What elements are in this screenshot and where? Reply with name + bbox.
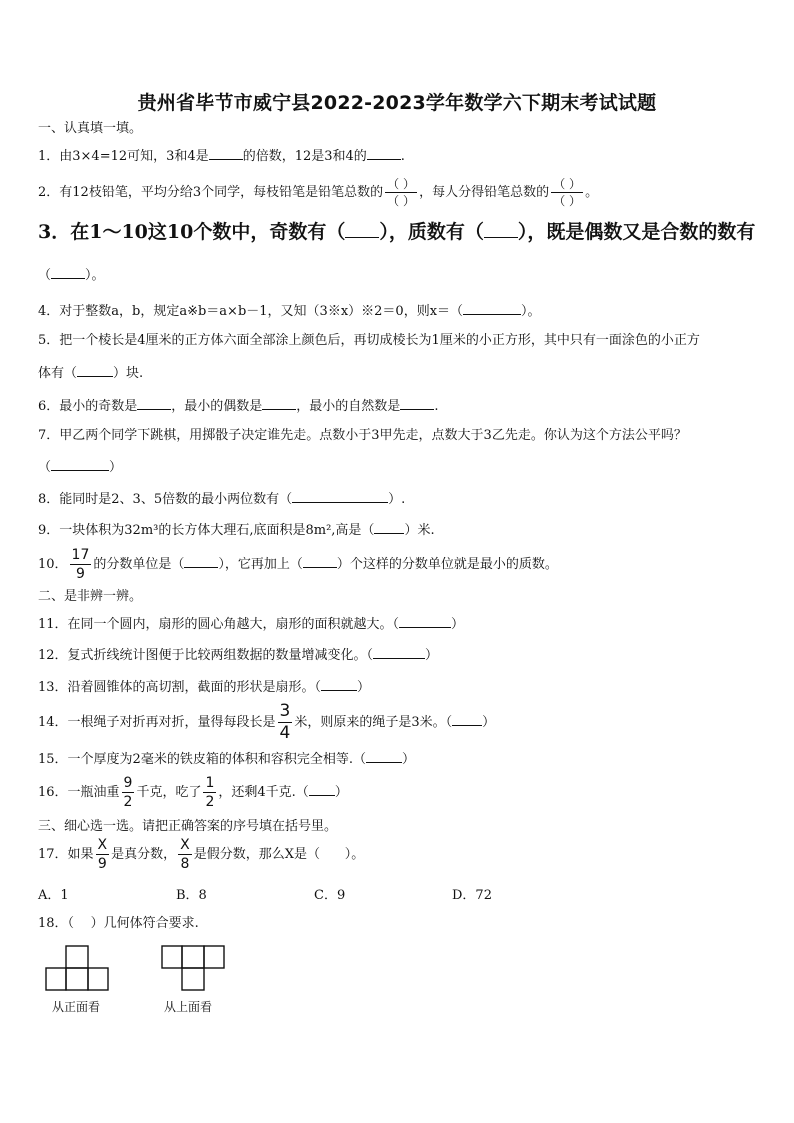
q17-text-a: 17．如果 [38,847,94,862]
option-a[interactable]: A．1 [38,888,69,903]
fraction-bar [96,854,110,855]
q3-text-e: ）。 [85,268,105,283]
q4-text-b: ）。 [521,304,541,319]
top-view-caption: 从上面看 [164,1000,213,1014]
question-5-continued [38,362,143,384]
fraction-bar [203,792,216,793]
question-4 [38,300,541,322]
question-11 [38,613,464,635]
q2-text-c: 。 [585,185,599,200]
fraction-denominator: 4 [279,723,291,743]
question-13 [38,676,370,698]
answer-blank[interactable] [309,781,335,796]
q8-text-b: ）. [388,492,406,507]
q10-text-c: ）个这样的分数单位就是最小的质数。 [336,557,558,572]
answer-blank[interactable] [374,519,404,534]
question-16 [38,776,348,809]
fraction-denominator: 9 [97,856,107,872]
fraction-numerator: （ ） [553,177,582,191]
fraction-numerator: 9 [123,775,133,791]
fraction-denominator: 8 [180,856,190,872]
fraction-blank[interactable] [551,178,583,207]
fraction [278,703,293,742]
answer-blank[interactable] [321,676,357,691]
fraction [70,548,92,581]
answer-blank[interactable] [400,395,434,410]
q4-text-a: 4．对于整数a，b，规定a※b＝a×b－1，又知（3※x）※2＝0，则x＝（ [38,304,464,319]
fraction [178,838,192,871]
section-3-heading: 三、细心选一选。请把正确答案的序号填在括号里。 [38,819,338,834]
fraction [96,838,110,871]
fraction-blank[interactable] [385,178,417,207]
answer-blank[interactable] [292,488,388,503]
q5-text-b: 体有（ [38,366,78,381]
q17-text-c: 是假分数，那么X是（ ）。 [193,847,365,862]
q14-text-c: ） [482,715,496,730]
q10-number: 10． [38,557,68,572]
question-10 [38,548,558,581]
q10-text-a: 的分数单位是（ [93,557,185,572]
answer-blank[interactable] [366,748,402,763]
q15-text-a: 15．一个厚度为2毫米的铁皮箱的体积和容积完全相等.（ [38,752,366,767]
option-b[interactable]: B．8 [176,888,207,903]
q7-text-c: ） [109,460,123,475]
fraction-denominator: （ ） [387,194,415,208]
fraction-bar [122,792,135,793]
question-7 [38,426,687,446]
q6-text-b: ，最小的偶数是 [171,399,263,414]
answer-blank[interactable] [209,145,243,160]
fraction-bar [385,192,417,193]
q9-text-b: ）米. [404,523,435,538]
fraction-numerator: 17 [71,547,90,563]
front-view-figure [44,944,112,996]
q12-text-a: 12．复式折线统计图便于比较两组数据的数量增减变化。（ [38,648,374,663]
q7-text-b: （ [38,460,52,475]
page-title: 贵州省毕节市威宁县2022-2023学年数学六下期末考试试题 [137,92,657,114]
fraction [203,776,216,809]
question-9 [38,519,435,541]
fraction-numerator: （ ） [387,177,415,191]
fraction-numerator: X [180,837,190,853]
answer-blank[interactable] [399,613,451,628]
question-3 [38,218,755,246]
answer-blank[interactable] [303,553,337,568]
answer-blank[interactable] [484,219,518,238]
q14-text-b: 米，则原来的绳子是3米。（ [294,715,453,730]
q13-text-a: 13．沿着圆锥体的高切割，截面的形状是扇形。（ [38,680,322,695]
q1-text-c: . [400,149,405,164]
q16-text-a: 16．一瓶油重 [38,785,120,800]
q5-text-a: 5．把一个棱长是4厘米的正方体六面全部涂上颜色后，再切成棱长为1厘米的小正方形，其中只有一面涂色的小正方 [38,333,700,348]
q12-text-b: ） [425,648,439,663]
option-c[interactable]: C．9 [314,888,346,903]
q3-text-a: 3．在1～10这10个数中，奇数有（ [38,221,346,243]
fraction-numerator: 1 [205,775,215,791]
question-12 [38,644,438,666]
q1-text-b: 的倍数，12是3和4的 [242,149,367,164]
front-view-caption: 从正面看 [52,1000,101,1014]
q13-text-b: ） [357,680,371,695]
question-3-continued [38,264,105,286]
q17-text-b: 是真分数， [111,847,177,862]
fraction-denominator: （ ） [553,194,582,208]
answer-blank[interactable] [373,644,425,659]
q16-text-d: ） [334,785,348,800]
answer-blank[interactable] [262,395,296,410]
fraction-denominator: 9 [76,566,85,582]
question-8 [38,488,405,510]
q11-text-a: 11．在同一个圆内，扇形的圆心角越大，扇形的面积就越大。（ [38,617,400,632]
fraction-bar [551,192,583,193]
question-7-continued [38,456,122,478]
fraction-bar [178,854,192,855]
q11-text-b: ） [451,617,465,632]
fraction-numerator: 3 [279,701,291,721]
question-14 [38,703,495,742]
section-1-heading: 一、认真填一填。 [38,121,143,136]
answer-blank[interactable] [77,362,113,377]
answer-blank[interactable] [184,553,218,568]
question-2 [38,178,598,207]
question-17 [38,838,364,871]
q3-text-d: （ [38,268,52,283]
q7-text-a: 7．甲乙两个同学下跳棋，用掷骰子决定谁先走。点数小于3甲先走，点数大于3乙先走。你认为这个方法公平吗？ [38,428,687,443]
answer-blank[interactable] [51,264,85,279]
question-15 [38,748,415,770]
answer-blank[interactable] [137,395,171,410]
option-d[interactable]: D．72 [452,888,492,903]
q15-text-b: ） [401,752,415,767]
q6-text-d: . [434,399,439,414]
fraction-bar [70,564,92,565]
q2-text-a: 2．有12枝铅笔，平均分给3个同学，每枝铅笔是铅笔总数的 [38,185,384,200]
question-1 [38,145,405,167]
q3-text-c: ），既是偶数又是合数的数有 [517,221,756,243]
q3-text-b: ），质数有（ [379,221,484,243]
answer-blank[interactable] [51,456,109,471]
q5-text-c: ）块. [113,366,144,381]
section-2-heading: 二、是非辨一辨。 [38,589,143,604]
fraction-numerator: X [97,837,108,853]
fraction-denominator: 2 [205,794,215,810]
answer-blank[interactable] [367,145,401,160]
question-6 [38,395,438,417]
fraction [122,776,135,809]
q18-text: 18．（ ）几何体符合要求. [38,916,199,931]
q16-text-b: 千克，吃了 [136,785,202,800]
answer-blank[interactable] [345,219,379,238]
q8-text-a: 8．能同时是2、3、5倍数的最小两位数有（ [38,492,293,507]
q6-text-a: 6．最小的奇数是 [38,399,138,414]
q6-text-c: ，最小的自然数是 [296,399,401,414]
top-view-figure [160,944,228,996]
question-5 [38,331,700,351]
answer-blank[interactable] [463,300,521,315]
q9-text-a: 9．一块体积为32m³的长方体大理石,底面积是8m²,高是（ [38,523,375,538]
fraction-denominator: 2 [123,794,133,810]
q16-text-c: ，还剩4千克.（ [218,785,309,800]
q14-text-a: 14．一根绳子对折再对折，量得每段长是 [38,715,276,730]
q10-text-b: ），它再加上（ [218,557,303,572]
q2-text-b: ，每人分得铅笔总数的 [419,185,550,200]
answer-blank[interactable] [452,711,482,726]
question-18 [38,914,199,934]
q1-text-a: 1．由3×4=12可知，3和4是 [38,149,209,164]
